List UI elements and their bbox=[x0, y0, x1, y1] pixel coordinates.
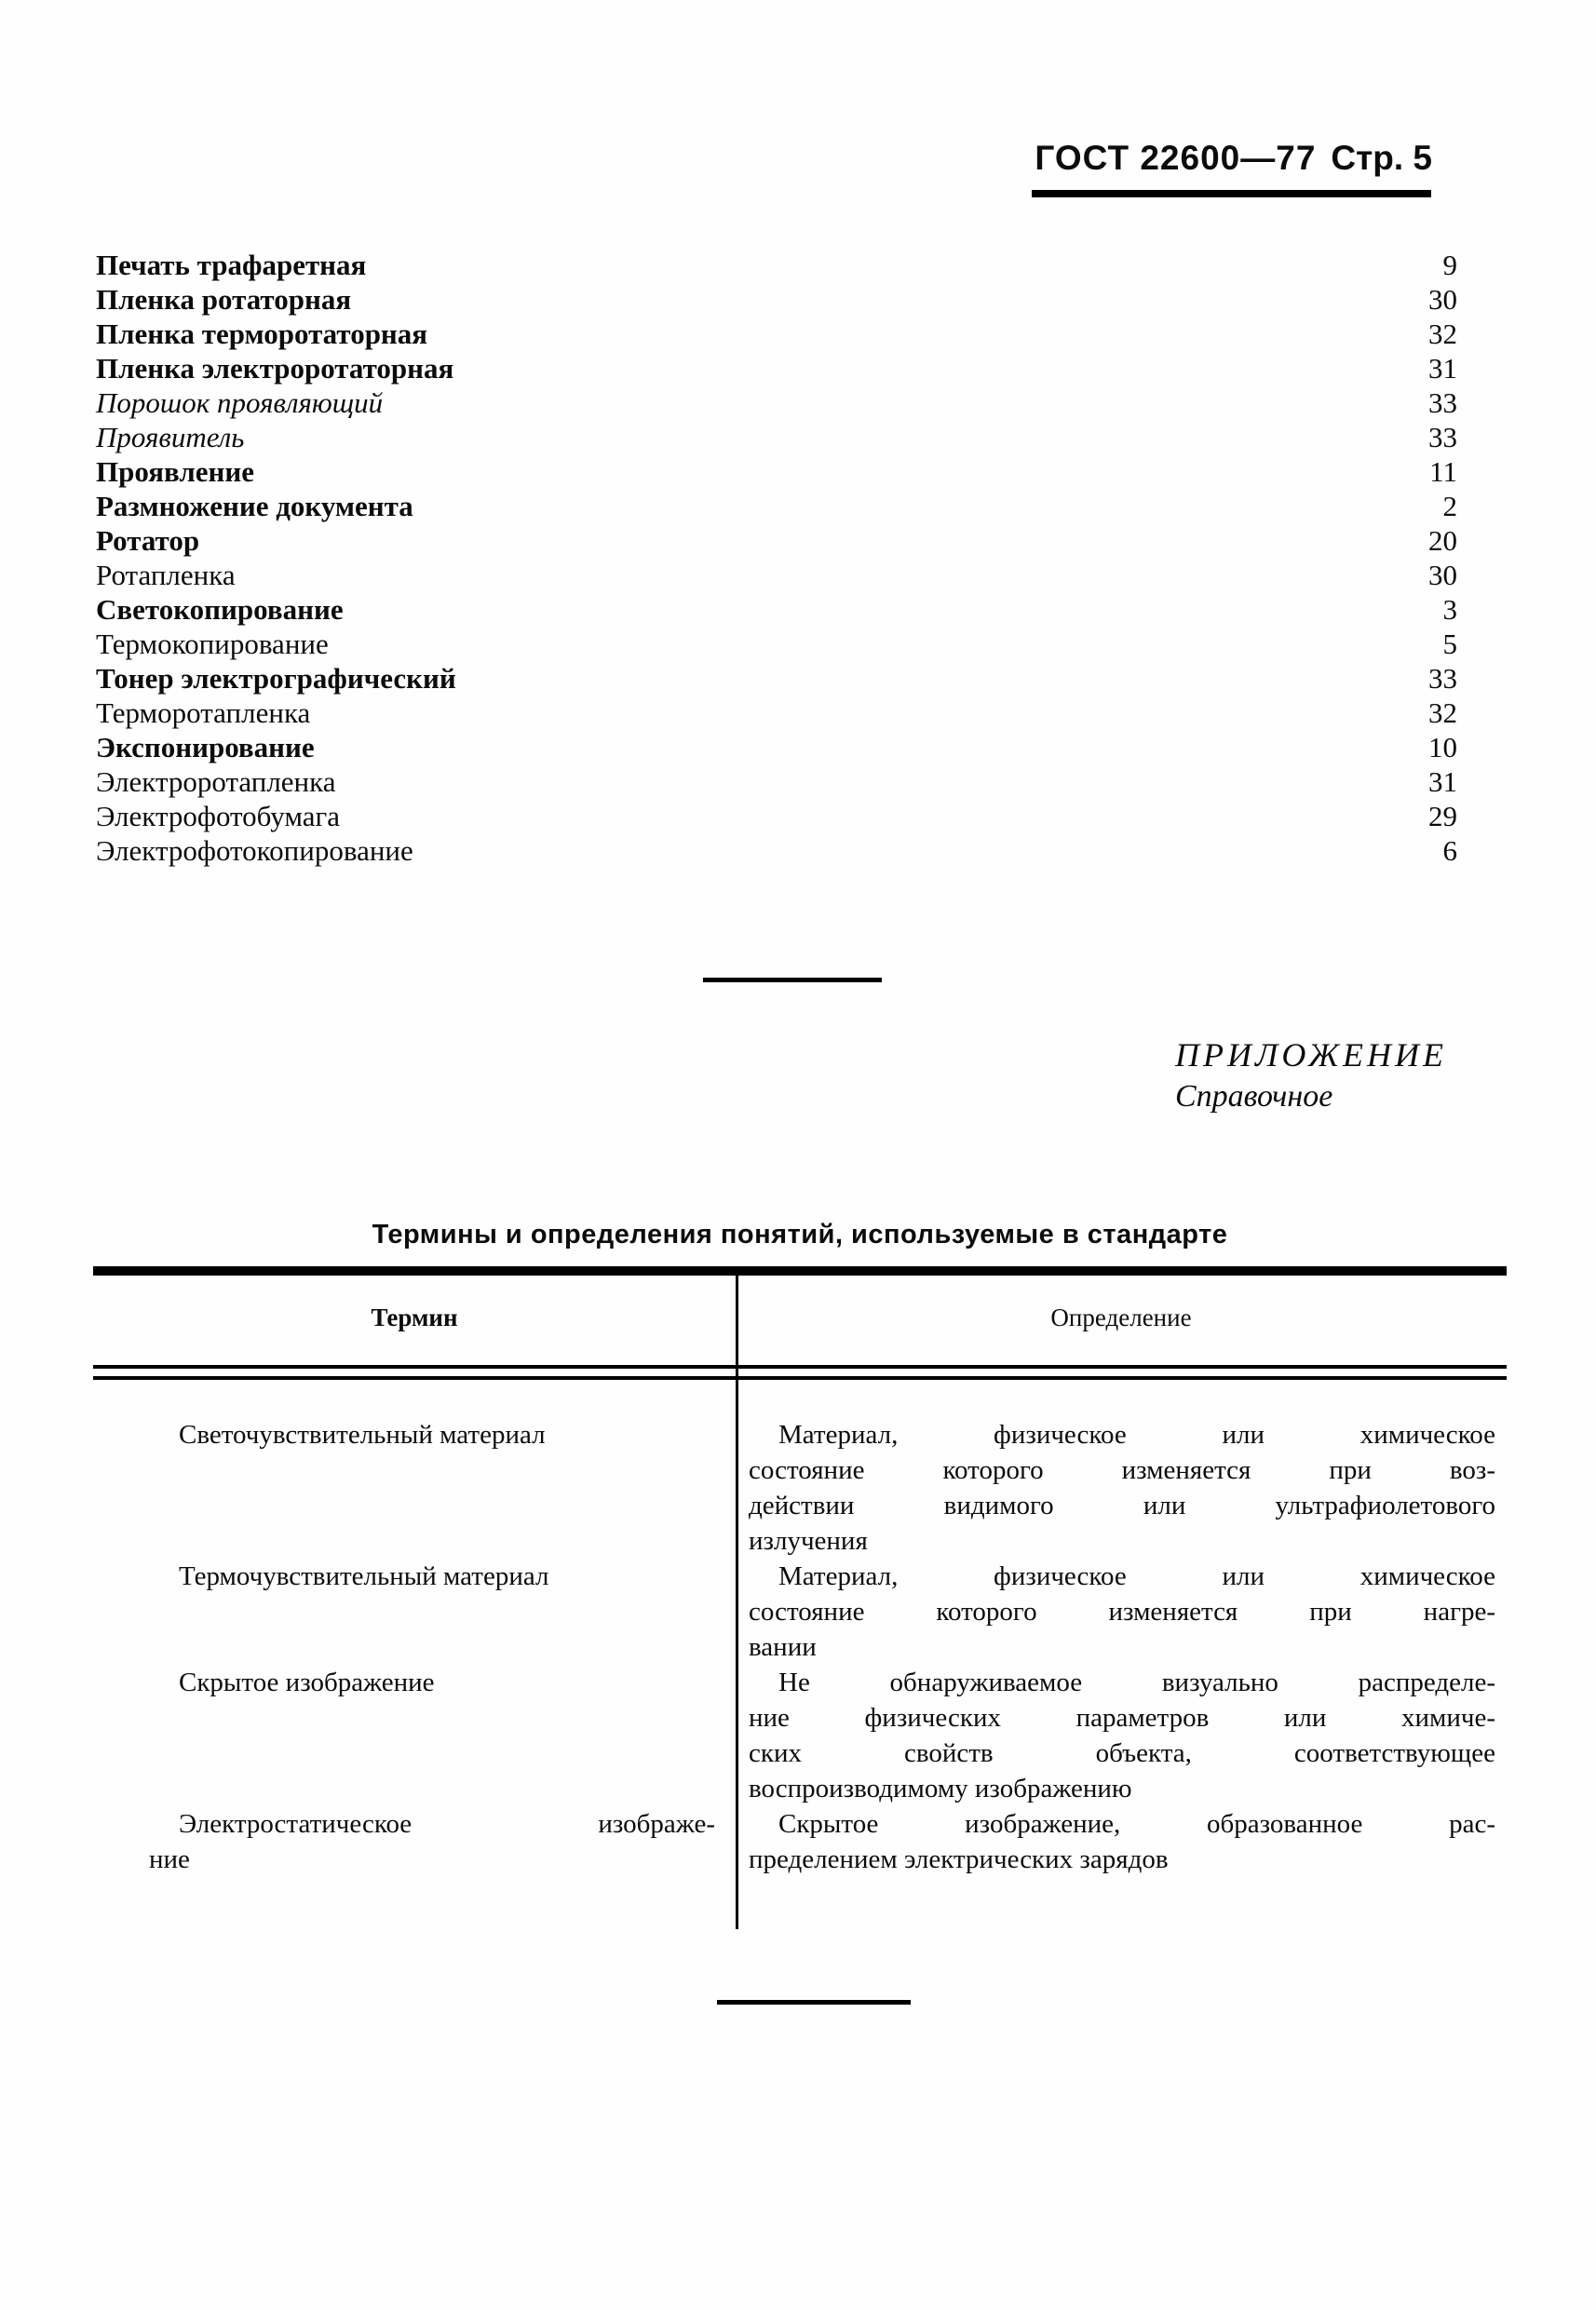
index-page-number: 3 bbox=[1442, 593, 1457, 626]
definition-line: ние физических параметров или химиче- bbox=[749, 1703, 1495, 1733]
definition-line: излучения bbox=[749, 1526, 868, 1556]
index-term: Ротапленка bbox=[96, 559, 236, 591]
index-term: Пленка ротаторная bbox=[96, 283, 352, 316]
index-item bbox=[96, 558, 1457, 592]
term-line: Скрытое изображение bbox=[179, 1668, 435, 1697]
definition-line: пределением электрических зарядов bbox=[749, 1844, 1169, 1874]
term-cell bbox=[93, 1559, 736, 1665]
terms-table bbox=[93, 1266, 1507, 1929]
column-divider bbox=[736, 1276, 738, 1929]
index-page-number: 30 bbox=[1428, 283, 1457, 316]
definition-line: состояние которого изменяется при нагре- bbox=[749, 1597, 1495, 1627]
index-item bbox=[96, 385, 1457, 420]
index-term: Электрофотобумага bbox=[96, 800, 341, 832]
index-page-number: 5 bbox=[1442, 628, 1457, 660]
index-item bbox=[96, 282, 1457, 317]
term-line: ние bbox=[149, 1844, 190, 1874]
index-page-number: 11 bbox=[1429, 455, 1457, 488]
table-row bbox=[93, 1417, 1507, 1559]
index-page-number: 20 bbox=[1428, 524, 1457, 557]
index-term: Экспонирование bbox=[96, 731, 315, 763]
index-term: Проявление bbox=[96, 455, 255, 488]
index-item bbox=[96, 248, 1457, 282]
index-item bbox=[96, 317, 1457, 351]
page-number-label: Стр. 5 bbox=[1331, 139, 1432, 177]
index-item bbox=[96, 454, 1457, 489]
index-item bbox=[96, 523, 1457, 558]
index-term: Пленка электроротаторная bbox=[96, 352, 454, 385]
index-page-number: 31 bbox=[1428, 352, 1457, 385]
index-page-number: 32 bbox=[1428, 696, 1457, 729]
definition-line: воспроизводимому изображению bbox=[749, 1774, 1132, 1803]
index-page-number: 2 bbox=[1442, 490, 1457, 522]
page-header bbox=[1035, 140, 1432, 177]
term-line: Термочувствительный материал bbox=[179, 1561, 549, 1591]
index-page-number: 6 bbox=[1442, 834, 1457, 867]
term-line: Электростатическое изображе- bbox=[179, 1809, 715, 1839]
index-page-number: 31 bbox=[1428, 765, 1457, 798]
index-term: Терморотапленка bbox=[96, 696, 311, 729]
index-term: Порошок проявляющий bbox=[96, 386, 384, 419]
index-term: Ротатор bbox=[96, 524, 200, 557]
index-item bbox=[96, 489, 1457, 523]
index-item bbox=[96, 351, 1457, 385]
index-page-number: 33 bbox=[1428, 662, 1457, 695]
index-item bbox=[96, 730, 1457, 764]
index-item bbox=[96, 799, 1457, 833]
index-term: Печать трафаретная bbox=[96, 249, 367, 281]
index-page-number: 33 bbox=[1428, 386, 1457, 419]
index-page-number: 33 bbox=[1428, 421, 1457, 453]
index-item bbox=[96, 420, 1457, 454]
term-cell bbox=[93, 1417, 736, 1559]
table-heading: Термины и определения понятий, используемые в стандарте bbox=[372, 1220, 1228, 1250]
section-divider bbox=[703, 978, 882, 982]
table-header-definition: Определение bbox=[1050, 1304, 1192, 1331]
index-term: Проявитель bbox=[96, 421, 245, 453]
appendix-subtitle: Справочное bbox=[1175, 1079, 1333, 1114]
index-item bbox=[96, 696, 1457, 730]
index-term: Тонер электрографический bbox=[96, 662, 456, 695]
index-term: Электроротапленка bbox=[96, 765, 336, 798]
index-term: Электрофотокопирование bbox=[96, 834, 413, 867]
index-item bbox=[96, 627, 1457, 661]
definition-cell bbox=[736, 1806, 1507, 1877]
index-item bbox=[96, 833, 1457, 868]
appendix-block bbox=[1175, 1035, 1447, 1115]
index-term: Размножение документа bbox=[96, 490, 413, 522]
table-row bbox=[93, 1806, 1507, 1877]
bottom-divider bbox=[717, 2000, 911, 2005]
definition-line: действии видимого или ультрафиолетового bbox=[749, 1491, 1495, 1520]
table-header-double-rule bbox=[93, 1365, 1507, 1380]
index-item bbox=[96, 661, 1457, 696]
definition-cell bbox=[736, 1559, 1507, 1665]
term-cell bbox=[93, 1806, 736, 1877]
index-page-number: 30 bbox=[1428, 559, 1457, 591]
standard-number: ГОСТ 22600—77 bbox=[1035, 139, 1317, 177]
term-line: Светочувствительный материал bbox=[179, 1420, 546, 1450]
index-page-number: 10 bbox=[1428, 731, 1457, 763]
index-term: Пленка терморотаторная bbox=[96, 317, 428, 350]
definition-cell bbox=[736, 1417, 1507, 1559]
definition-line: вании bbox=[749, 1632, 817, 1662]
header-rule bbox=[1032, 190, 1431, 197]
index-page-number: 29 bbox=[1428, 800, 1457, 832]
table-row bbox=[93, 1559, 1507, 1665]
table-header-term: Термин bbox=[371, 1304, 458, 1331]
index-page-number: 9 bbox=[1442, 249, 1457, 281]
table-row bbox=[93, 1665, 1507, 1806]
table-body bbox=[93, 1380, 1507, 1929]
definition-line: Материал, физическое или химическое bbox=[778, 1561, 1495, 1591]
term-cell bbox=[93, 1665, 736, 1806]
table-top-rule bbox=[93, 1266, 1507, 1276]
index-item bbox=[96, 592, 1457, 627]
definition-line: состояние которого изменяется при воз- bbox=[749, 1455, 1495, 1485]
index-page-number: 32 bbox=[1428, 317, 1457, 350]
index-item bbox=[96, 764, 1457, 799]
table-header-row bbox=[93, 1276, 1507, 1365]
appendix-title: ПРИЛОЖЕНИЕ bbox=[1175, 1036, 1447, 1074]
definition-line: Материал, физическое или химическое bbox=[778, 1420, 1495, 1450]
definition-line: ских свойств объекта, соответствующее bbox=[749, 1738, 1495, 1768]
definition-cell bbox=[736, 1665, 1507, 1806]
definition-line: Скрытое изображение, образованное рас- bbox=[778, 1809, 1495, 1839]
index-term: Термокопирование bbox=[96, 628, 329, 660]
definition-line: Не обнаруживаемое визуально распределе- bbox=[778, 1668, 1495, 1697]
index-list bbox=[96, 248, 1457, 868]
index-term: Светокопирование bbox=[96, 593, 344, 626]
